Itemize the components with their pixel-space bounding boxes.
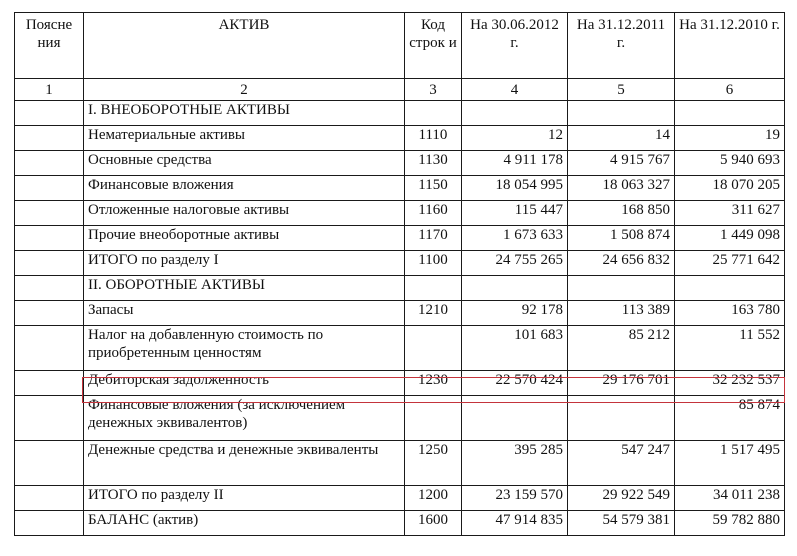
value-2010: 32 232 537 <box>675 371 785 396</box>
value-2012: 1 673 633 <box>462 226 568 251</box>
value-2010: 18 070 205 <box>675 176 785 201</box>
row-code: 1200 <box>405 486 462 511</box>
value-2012: 115 447 <box>462 201 568 226</box>
value-2012 <box>462 101 568 126</box>
column-number: 6 <box>675 79 785 101</box>
row-label: Запасы <box>84 301 405 326</box>
row-label: ИТОГО по разделу I <box>84 251 405 276</box>
table-row <box>15 276 785 301</box>
row-code: 1230 <box>405 371 462 396</box>
table-row <box>15 326 785 371</box>
value-2012: 4 911 178 <box>462 151 568 176</box>
column-number: 4 <box>462 79 568 101</box>
note-cell <box>15 101 84 126</box>
row-label: Отложенные налоговые активы <box>84 201 405 226</box>
row-label: Прочие внеоборотные активы <box>84 226 405 251</box>
value-2010 <box>675 101 785 126</box>
row-code: 1210 <box>405 301 462 326</box>
row-code <box>405 326 462 371</box>
column-number: 3 <box>405 79 462 101</box>
table-row <box>15 511 785 536</box>
note-cell <box>15 486 84 511</box>
value-2011: 113 389 <box>568 301 675 326</box>
row-label: БАЛАНС (актив) <box>84 511 405 536</box>
value-2010: 25 771 642 <box>675 251 785 276</box>
table-row <box>15 371 785 396</box>
row-code: 1100 <box>405 251 462 276</box>
table-row <box>15 151 785 176</box>
header-date-2010: На 31.12.2010 г. <box>675 13 785 79</box>
value-2012: 22 570 424 <box>462 371 568 396</box>
table-row <box>15 226 785 251</box>
value-2010: 5 940 693 <box>675 151 785 176</box>
table-row <box>15 486 785 511</box>
value-2012: 12 <box>462 126 568 151</box>
table-row <box>15 201 785 226</box>
value-2011: 85 212 <box>568 326 675 371</box>
value-2011 <box>568 276 675 301</box>
table-row <box>15 441 785 486</box>
table-row <box>15 126 785 151</box>
row-code: 1150 <box>405 176 462 201</box>
note-cell <box>15 371 84 396</box>
value-2012 <box>462 276 568 301</box>
row-label: Нематериальные активы <box>84 126 405 151</box>
row-label: Дебиторская задолженность <box>84 371 405 396</box>
value-2010: 11 552 <box>675 326 785 371</box>
value-2011: 18 063 327 <box>568 176 675 201</box>
row-code <box>405 276 462 301</box>
note-cell <box>15 276 84 301</box>
row-code <box>405 101 462 126</box>
table-row <box>15 396 785 441</box>
value-2012: 47 914 835 <box>462 511 568 536</box>
value-2010: 1 449 098 <box>675 226 785 251</box>
row-code: 1170 <box>405 226 462 251</box>
table-row <box>15 301 785 326</box>
note-cell <box>15 126 84 151</box>
value-2011: 29 176 701 <box>568 371 675 396</box>
row-label: Денежные средства и денежные эквиваленты <box>84 441 405 486</box>
value-2010: 59 782 880 <box>675 511 785 536</box>
column-number: 1 <box>15 79 84 101</box>
value-2010: 85 874 <box>675 396 785 441</box>
row-label: II. ОБОРОТНЫЕ АКТИВЫ <box>84 276 405 301</box>
note-cell <box>15 176 84 201</box>
row-label: I. ВНЕОБОРОТНЫЕ АКТИВЫ <box>84 101 405 126</box>
note-cell <box>15 301 84 326</box>
value-2012 <box>462 396 568 441</box>
header-code: Код строк и <box>405 13 462 79</box>
row-code: 1110 <box>405 126 462 151</box>
value-2012: 18 054 995 <box>462 176 568 201</box>
row-code: 1130 <box>405 151 462 176</box>
value-2012: 101 683 <box>462 326 568 371</box>
value-2011: 24 656 832 <box>568 251 675 276</box>
column-number: 2 <box>84 79 405 101</box>
value-2010: 1 517 495 <box>675 441 785 486</box>
value-2011: 547 247 <box>568 441 675 486</box>
column-number-row <box>15 79 785 101</box>
value-2011 <box>568 101 675 126</box>
table-row <box>15 251 785 276</box>
value-2010: 163 780 <box>675 301 785 326</box>
column-number: 5 <box>568 79 675 101</box>
value-2011 <box>568 396 675 441</box>
value-2011: 1 508 874 <box>568 226 675 251</box>
row-code: 1160 <box>405 201 462 226</box>
header-note: Поясне ния <box>15 13 84 79</box>
value-2012: 23 159 570 <box>462 486 568 511</box>
value-2011: 14 <box>568 126 675 151</box>
row-code: 1250 <box>405 441 462 486</box>
value-2010: 34 011 238 <box>675 486 785 511</box>
table-row <box>15 101 785 126</box>
note-cell <box>15 511 84 536</box>
row-code: 1600 <box>405 511 462 536</box>
row-label: Налог на добавленную стоимость по приобретенным ценностям <box>84 326 405 371</box>
note-cell <box>15 396 84 441</box>
note-cell <box>15 326 84 371</box>
value-2010: 19 <box>675 126 785 151</box>
header-date-2011: На 31.12.2011 г. <box>568 13 675 79</box>
value-2011: 54 579 381 <box>568 511 675 536</box>
note-cell <box>15 441 84 486</box>
value-2012: 92 178 <box>462 301 568 326</box>
row-code <box>405 396 462 441</box>
note-cell <box>15 226 84 251</box>
row-label: Основные средства <box>84 151 405 176</box>
note-cell <box>15 251 84 276</box>
header-asset: АКТИВ <box>84 13 405 79</box>
value-2011: 168 850 <box>568 201 675 226</box>
header-row <box>15 13 785 79</box>
value-2010 <box>675 276 785 301</box>
row-label: ИТОГО по разделу II <box>84 486 405 511</box>
value-2011: 4 915 767 <box>568 151 675 176</box>
balance-sheet-table <box>14 12 785 536</box>
table-row <box>15 176 785 201</box>
header-date-2012: На 30.06.2012 г. <box>462 13 568 79</box>
value-2012: 24 755 265 <box>462 251 568 276</box>
note-cell <box>15 201 84 226</box>
table-body <box>15 101 785 536</box>
note-cell <box>15 151 84 176</box>
row-label: Финансовые вложения (за исключением денежных эквивалентов) <box>84 396 405 441</box>
value-2012: 395 285 <box>462 441 568 486</box>
value-2011: 29 922 549 <box>568 486 675 511</box>
value-2010: 311 627 <box>675 201 785 226</box>
row-label: Финансовые вложения <box>84 176 405 201</box>
